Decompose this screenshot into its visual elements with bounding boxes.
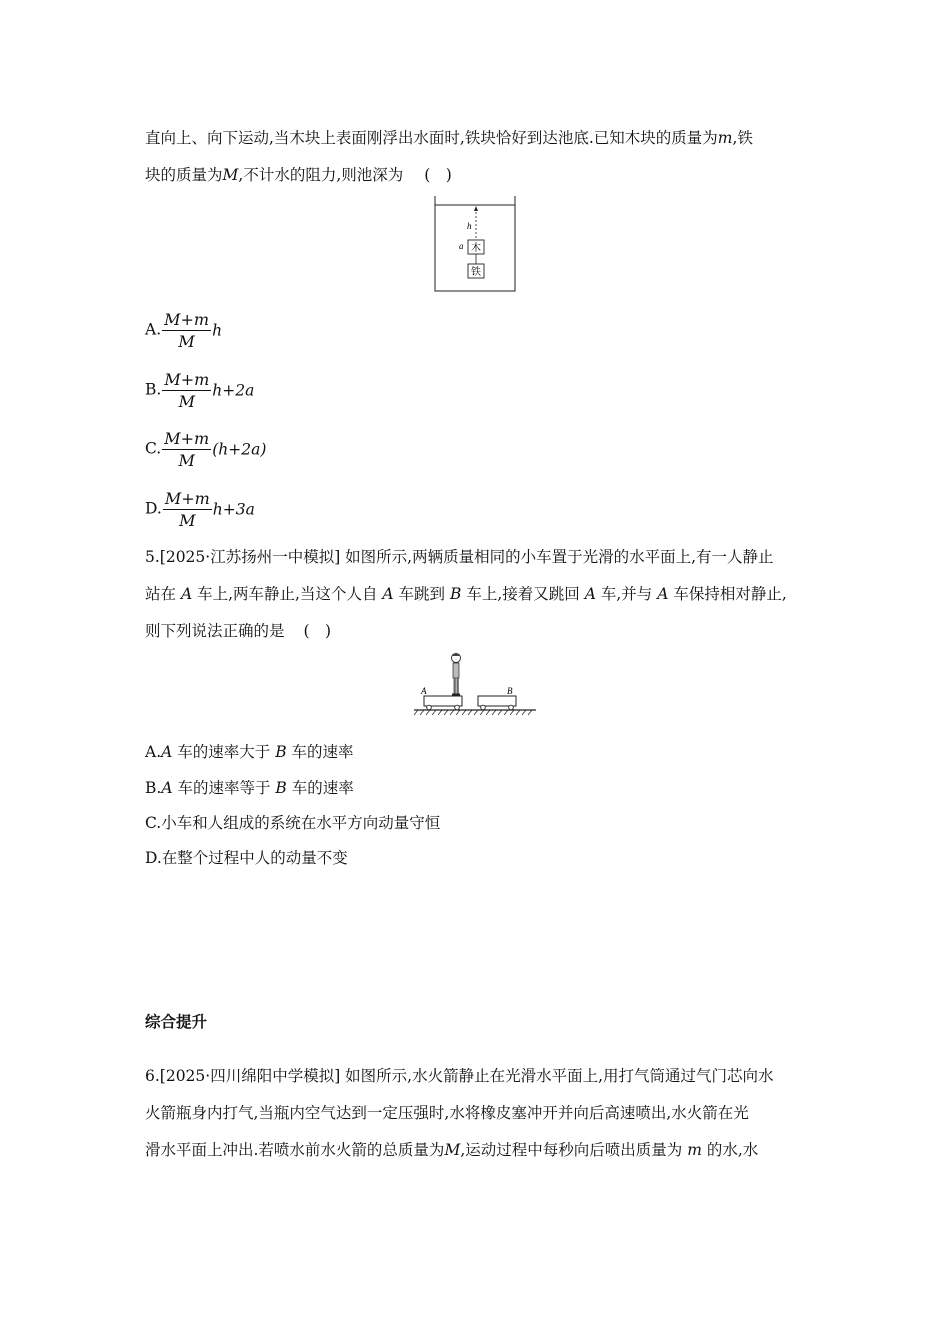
q4-option-a[interactable]: A. $\frac{M+m}{M}$ h xyxy=(145,310,223,351)
q5-carts-figure xyxy=(412,650,538,718)
q4-answer-paren: ( ) xyxy=(424,166,452,184)
q5-option-b[interactable]: B.A 车的速率等于 B 车的速率 xyxy=(145,779,354,797)
q5-text-line-1: 5.[2025·江苏扬州一中模拟] 如图所示,两辆质量相同的小车置于光滑的水平面上,有一人静止 xyxy=(145,548,774,566)
section-heading: 综合提升 xyxy=(145,1013,208,1031)
q6-text-line-1: 6.[2025·四川绵阳中学模拟] 如图所示,水火箭静止在光滑水平面上,用打气筒通过气门芯向水 xyxy=(145,1067,774,1085)
label-h: h xyxy=(467,221,472,231)
ground-hatching xyxy=(414,710,532,715)
label-a: a xyxy=(459,241,464,251)
q4-option-b[interactable]: B. $\frac{M+m}{M}$ h+2a xyxy=(145,370,255,411)
q6-text-line-3: 滑水平面上冲出.若喷水前水火箭的总质量为M,运动过程中每秒向后喷出质量为 m 的水,水 xyxy=(145,1141,759,1159)
wood-block-label: 木 xyxy=(471,243,481,254)
q4-text-line-1: 直向上、向下运动,当木块上表面刚浮出水面时,铁块恰好到达池底.已知木块的质量为m,铁 xyxy=(145,129,753,147)
q4-pool-figure xyxy=(434,196,516,292)
q5-option-c[interactable]: C.小车和人组成的系统在水平方向动量守恒 xyxy=(145,814,441,832)
cart-b-label: B xyxy=(507,686,513,696)
q4-option-d[interactable]: D. $\frac{M+m}{M}$ h+3a xyxy=(145,489,255,530)
q5-text-line-3: 则下列说法正确的是 ( ) xyxy=(145,622,332,640)
q5-option-d[interactable]: D.在整个过程中人的动量不变 xyxy=(145,849,348,867)
person-figure xyxy=(452,654,461,697)
cart-a-label: A xyxy=(421,686,427,696)
q4-option-c[interactable]: C. $\frac{M+m}{M}$ (h+2a) xyxy=(145,429,267,470)
cart-a xyxy=(424,696,462,706)
q5-option-a[interactable]: A.A 车的速率大于 B 车的速率 xyxy=(145,743,354,761)
iron-block-label: 铁 xyxy=(471,267,481,278)
cart-b xyxy=(478,696,516,706)
q5-text-line-2: 站在 A 车上,两车静止,当这个人自 A 车跳到 B 车上,接着又跳回 A 车,并与 A 车保持相对静止, xyxy=(145,585,787,603)
q5-answer-paren: ( ) xyxy=(303,622,332,640)
q4-text-line-2: 块的质量为M,不计水的阻力,则池深为 ( ) xyxy=(145,166,452,184)
q6-text-line-2: 火箭瓶身内打气,当瓶内空气达到一定压强时,水将橡皮塞冲开并向后高速喷出,水火箭在光 xyxy=(145,1104,749,1122)
